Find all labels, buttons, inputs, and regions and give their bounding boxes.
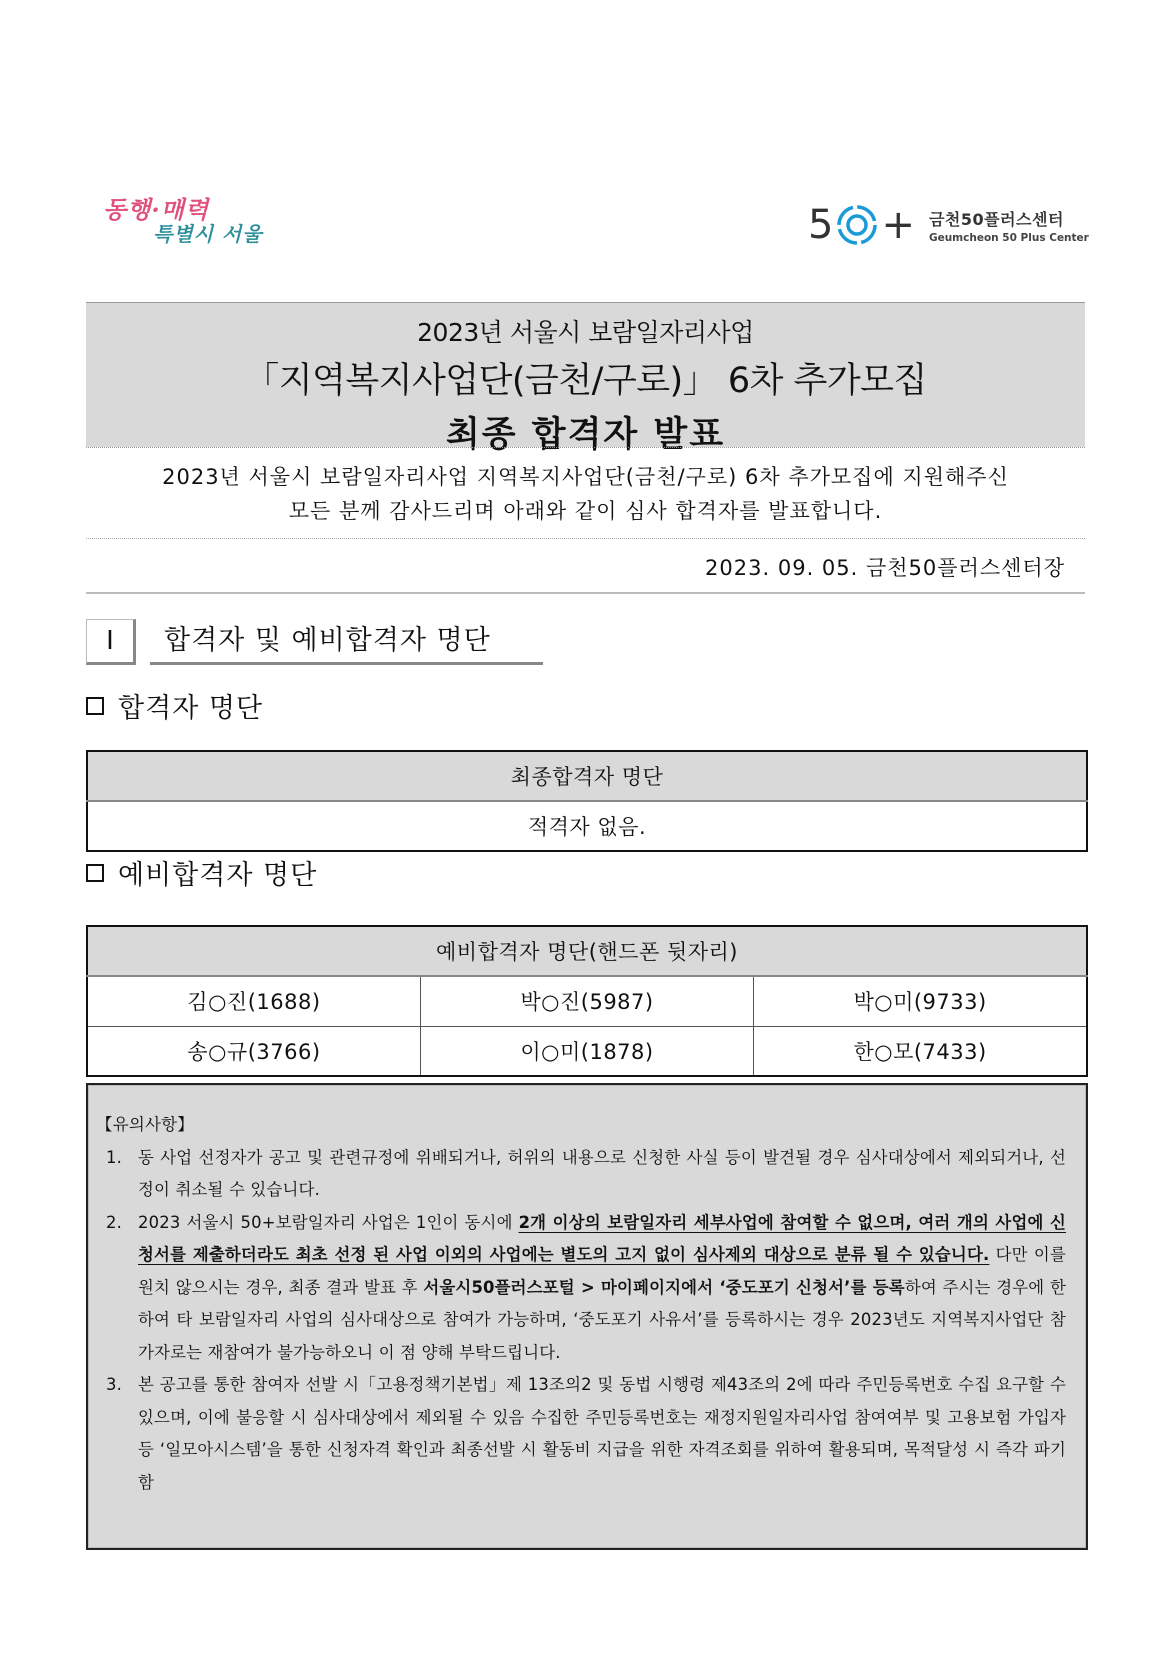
center-name-ko: 금천50플러스센터 xyxy=(928,209,1064,229)
table-cell: 김○진(1688) xyxy=(87,976,420,1026)
reserve-list-heading xyxy=(86,853,317,892)
notice-text-part: 다만 이를 원치 않으시는 경우, 최종 결과 발표 후 xyxy=(138,1245,1066,1297)
reserve-list-table-header: 예비합격자 명단(핸드폰 뒷자리) xyxy=(87,926,1087,976)
table-cell: 박○미(9733) xyxy=(754,976,1087,1026)
table-cell: 박○진(5987) xyxy=(420,976,753,1026)
divider xyxy=(86,447,1085,448)
square-bullet-icon xyxy=(86,697,104,715)
notice-box xyxy=(86,1083,1088,1550)
intro-line-2: 모든 분께 감사드리며 아래와 같이 심사 합격자를 발표합니다. xyxy=(288,499,883,523)
logo-ring-icon xyxy=(835,203,879,247)
reserve-list-heading-text: 예비합격자 명단 xyxy=(118,860,318,891)
seoul-logo-line2: 특별시 서울 xyxy=(153,222,263,246)
table-row xyxy=(87,1026,1087,1076)
final-list-table-header: 최종합격자 명단 xyxy=(87,751,1087,801)
notice-underlined-text: 2개 이상의 보람일자리 세부사업에 참여할 수 없으며, 여러 개의 사업에 신청서를 제출하더라도 최초 선정 된 사업 이외의 사업에는 별도의 고지 없이 심사제외 대상으로 분류 될 수 있습니다. xyxy=(138,1212,1067,1264)
final-list-table xyxy=(86,750,1088,852)
notice-item-number: 2. xyxy=(106,1212,123,1232)
notice-text-part: 2023 서울시 50+보람일자리 사업은 1인이 동시에 xyxy=(138,1212,519,1232)
notice-text-part: 하여 주시는 경우에 한하여 타 보람일자리 사업의 심사대상으로 참여가 가능하며, ‘중도포기 사유서’를 등록하시는 경우 2023년도 지역복지사업단 참가자로는 재참여가 불가능하오니 이 점 양해 부탁드립니다. xyxy=(138,1277,1067,1362)
logo-mark-five: 5 xyxy=(808,202,834,248)
notice-item xyxy=(96,1369,1066,1499)
divider xyxy=(86,538,1085,539)
notice-heading: 【유의사항】 xyxy=(96,1115,194,1134)
notice-item-number: 3. xyxy=(106,1375,123,1394)
divider xyxy=(86,592,1085,594)
square-bullet-icon xyxy=(86,864,104,882)
title-line-2: 「지역복지사업단(금천/구로)」 6차 추가모집 xyxy=(244,361,927,401)
title-block xyxy=(86,302,1085,455)
final-list-content: 적격자 없음. xyxy=(87,801,1087,851)
notice-bold-text: 서울시50플러스포털 > 마이페이지에서 ‘중도포기 신청서’를 등록 xyxy=(423,1277,905,1297)
notice-item-text: 동 사업 선정자가 공고 및 관련규정에 위배되거나, 허위의 내용으로 신청한 사실 등이 발견될 경우 심사대상에서 제외되거나, 선정이 취소될 수 있습니다. xyxy=(138,1147,1066,1199)
seoul-city-logo xyxy=(103,190,273,250)
notice-item-number: 1. xyxy=(106,1147,123,1167)
center-name-en: Geumcheon 50 Plus Center xyxy=(928,231,1089,244)
geumcheon-50plus-logo xyxy=(808,200,1089,250)
table-row xyxy=(87,976,1087,1026)
notice-item xyxy=(96,1142,1066,1207)
section-number: Ⅰ xyxy=(86,619,136,665)
notice-item-text: 본 공고를 통한 참여자 선발 시「고용정책기본법」제 13조의2 및 동법 시행령 제43조의 2에 따라 주민등록번호 수집 요구할 수 있으며, 이에 불응할 시 심사대상에서 제외될 수 있음 수집한 주민등록번호는 재정지원일자리사업 참여여부 및 고용보험 가입자 등 ‘일모아시스템’을 통한 신청자격 확인과 최종선발 시 활동비 지급을 위한 자격조회를 위하여 활용되며, 목적달성 시 즉각 파기함 xyxy=(138,1375,1066,1492)
final-list-heading-text: 합격자 명단 xyxy=(118,693,263,724)
final-list-heading xyxy=(86,686,263,725)
intro-text xyxy=(86,460,1085,528)
table-cell: 이○미(1878) xyxy=(420,1026,753,1076)
section-title: 합격자 및 예비합격자 명단 xyxy=(150,619,543,665)
reserve-list-table xyxy=(86,925,1088,1077)
date-and-issuer: 2023. 09. 05. 금천50플러스센터장 xyxy=(705,556,1065,580)
table-cell: 송○규(3766) xyxy=(87,1026,420,1076)
logo-mark-plus: + xyxy=(881,202,915,248)
notice-item-text xyxy=(126,1207,1066,1370)
seoul-logo-line1: 동행·매력 xyxy=(103,195,210,224)
title-line-1: 2023년 서울시 보람일자리사업 xyxy=(417,318,754,347)
page-title: 최종 합격자 발표 xyxy=(445,415,726,455)
table-cell: 한○모(7433) xyxy=(754,1026,1087,1076)
intro-line-1: 2023년 서울시 보람일자리사업 지역복지사업단(금천/구로) 6차 추가모집에 지원해주신 xyxy=(162,465,1009,489)
notice-item xyxy=(96,1207,1066,1370)
